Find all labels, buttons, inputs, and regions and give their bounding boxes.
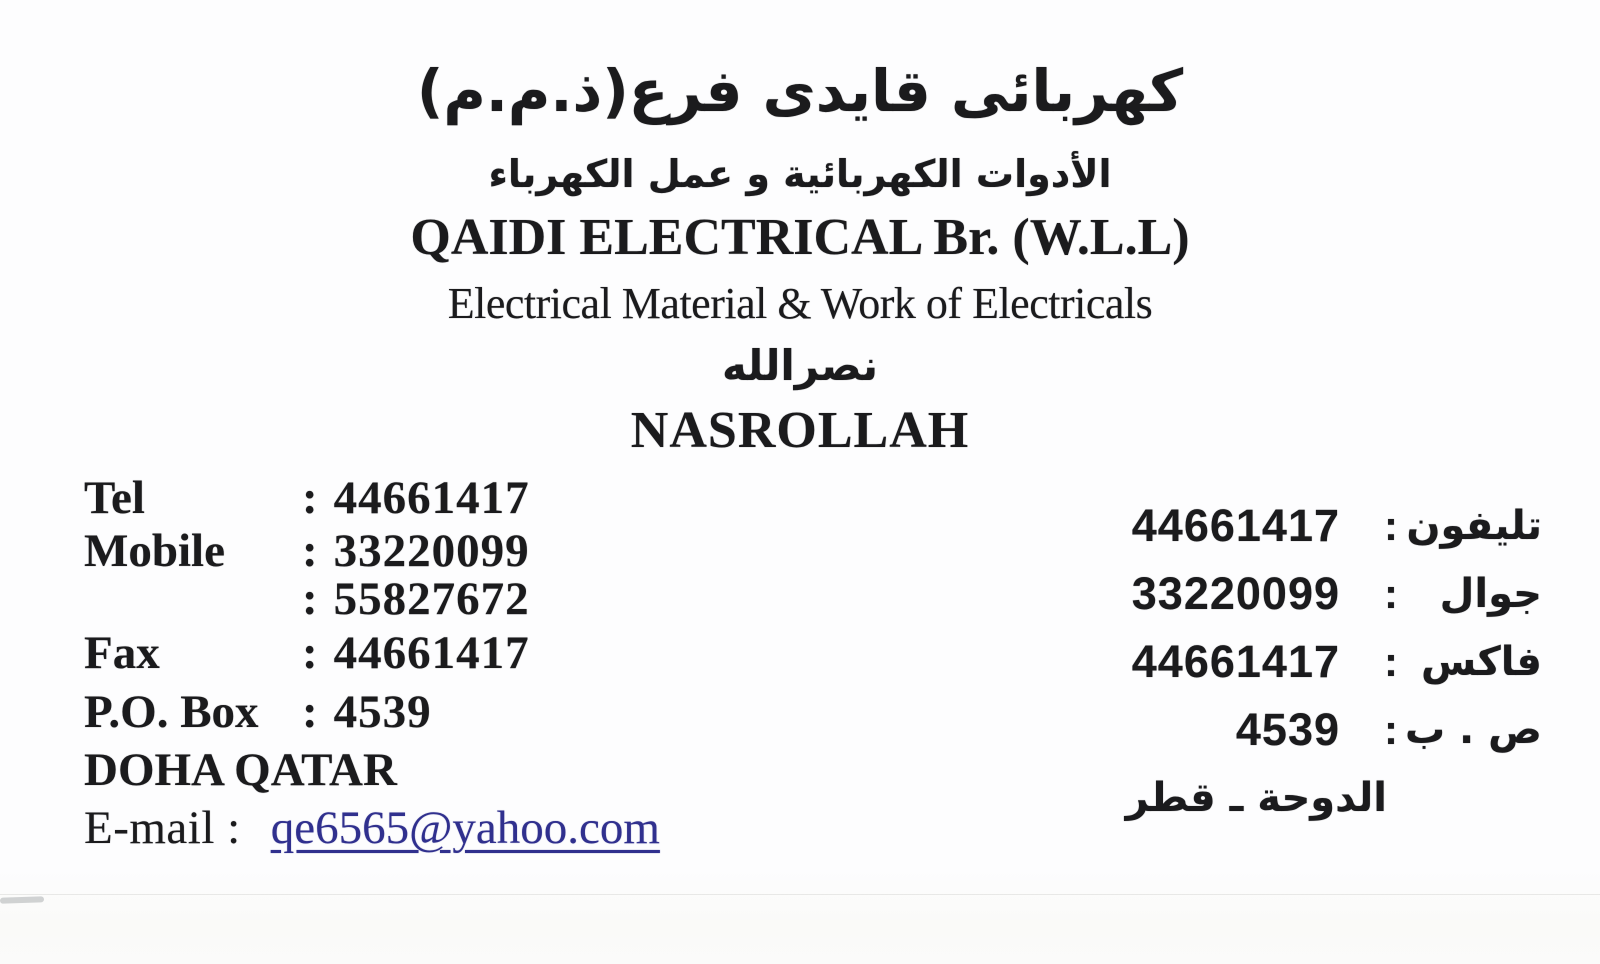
pobox-number: 4539 bbox=[333, 685, 432, 738]
person-name: NASROLLAH bbox=[630, 402, 970, 459]
pobox-separator: : bbox=[302, 685, 318, 738]
fax-label: Fax bbox=[84, 626, 160, 679]
fax-row-arabic bbox=[1022, 628, 1542, 696]
scan-artifact-smudge bbox=[0, 896, 44, 904]
scan-artifact-line bbox=[0, 894, 1600, 895]
tel-separator-arabic: : bbox=[1384, 502, 1398, 549]
tel-row bbox=[84, 468, 724, 527]
fax-separator-arabic: : bbox=[1384, 638, 1398, 685]
mobile-number-arabic: 33220099 bbox=[1131, 568, 1340, 619]
fax-number-arabic: 44661417 bbox=[1131, 636, 1340, 687]
tel-row-arabic bbox=[1022, 492, 1542, 560]
city-row bbox=[84, 741, 724, 799]
mobile-separator-arabic: : bbox=[1384, 570, 1398, 617]
contact-list-arabic bbox=[1022, 492, 1542, 832]
fax-number: 44661417 bbox=[333, 626, 530, 679]
mobile-label: Mobile bbox=[84, 525, 225, 577]
company-name-arabic: كهربائى قايدى فرع(ذ.م.م) bbox=[416, 57, 1184, 125]
email-row bbox=[84, 799, 724, 857]
pobox-label-arabic: ص . ب bbox=[1404, 707, 1542, 753]
tel-number-arabic: 44661417 bbox=[1131, 500, 1340, 551]
tel-label-arabic: تليفون bbox=[1406, 503, 1542, 549]
mobile-separator: : bbox=[302, 525, 318, 577]
fax-row bbox=[84, 623, 724, 682]
tel-number: 44661417 bbox=[333, 471, 530, 524]
company-tagline: Electrical Material & Work of Electricals bbox=[447, 279, 1153, 328]
tel-separator: : bbox=[302, 471, 318, 524]
pobox-label: P.O. Box bbox=[84, 685, 259, 738]
mobile-separator-2: : bbox=[302, 573, 318, 625]
mobile-row-2 bbox=[84, 575, 724, 623]
company-tagline-arabic: الأدوات الكهربائية و عمل الكهرباء bbox=[488, 152, 1112, 196]
pobox-row-arabic bbox=[1022, 696, 1542, 764]
fax-label-arabic: فاكس bbox=[1420, 639, 1542, 685]
city-text-arabic: الدوحة ـ قطر bbox=[1125, 775, 1387, 821]
pobox-separator-arabic: : bbox=[1384, 706, 1398, 753]
mobile-label-arabic: جوال bbox=[1439, 571, 1542, 617]
card-header bbox=[0, 0, 1600, 464]
fax-separator: : bbox=[302, 626, 318, 679]
mobile-number-2: 55827672 bbox=[333, 573, 530, 625]
email-address: qe6565@yahoo.com bbox=[270, 802, 660, 854]
mobile-row bbox=[84, 527, 724, 575]
pobox-row bbox=[84, 682, 724, 741]
tel-label: Tel bbox=[84, 471, 145, 524]
company-name: QAIDI ELECTRICAL Br. (W.L.L) bbox=[410, 209, 1190, 266]
pobox-number-arabic: 4539 bbox=[1235, 704, 1340, 755]
person-name-arabic: نصرالله bbox=[721, 341, 879, 390]
contact-list-english bbox=[84, 468, 724, 857]
mobile-number: 33220099 bbox=[333, 525, 530, 577]
email-label: E-mail : bbox=[84, 802, 241, 854]
mobile-row-arabic bbox=[1022, 560, 1542, 628]
city-row-arabic bbox=[1022, 764, 1542, 832]
city-text: DOHA QATAR bbox=[84, 744, 397, 796]
